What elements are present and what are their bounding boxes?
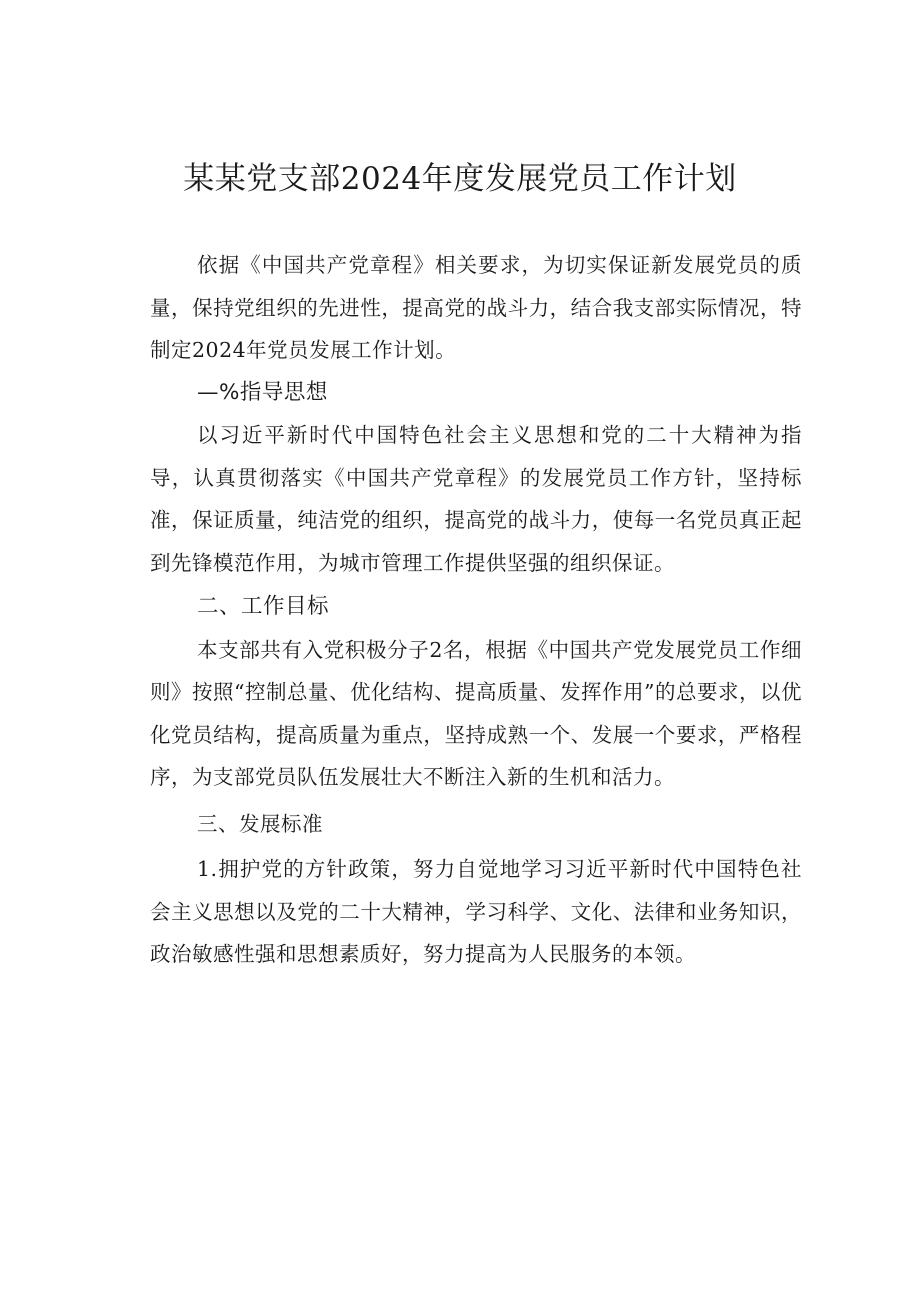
guiding-ideology-paragraph: 以习近平新时代中国特色社会主义思想和党的二十大精神为指导，认真贯彻落实《中国共产党章程》的发展党员工作方针，坚持标准，保证质量，纯洁党的组织，提高党的战斗力，使每一名党员真正起到先锋模范作用，为城市管理工作提供坚强的组织保证。: [150, 423, 802, 575]
document-title: 某某党支部2024年度发展党员工作计划: [183, 161, 737, 197]
section-heading-guiding-ideology: —%指导思想: [197, 379, 328, 405]
development-standards-item-1: 1.拥护党的方针政策，努力自觉地学习习近平新时代中国特色社会主义思想以及党的二十大精神，学习科学、文化、法律和业务知识，政治敏感性强和思想素质好，努力提高为人民服务的本领。: [150, 857, 802, 966]
section-heading-work-goals: 二、工作目标: [197, 594, 330, 619]
intro-paragraph: 依据《中国共产党章程》相关要求，为切实保证新发展党员的质量，保持党组织的先进性，提高党的战斗力，结合我支部实际情况，特制定2024年党员发展工作计划。: [150, 253, 802, 362]
document-body: [150, 244, 802, 976]
work-goals-paragraph: 本支部共有入党积极分子2名，根据《中国共产党发展党员工作细则》按照“控制总量、优化结构、提高质量、发挥作用”的总要求，以优化党员结构，提高质量为重点，坚持成熟一个、发展一个要求，严格程序，为支部党员队伍发展壮大不断注入新的生机和活力。: [150, 637, 802, 789]
section-heading-development-standards: 三、发展标准: [197, 811, 323, 836]
